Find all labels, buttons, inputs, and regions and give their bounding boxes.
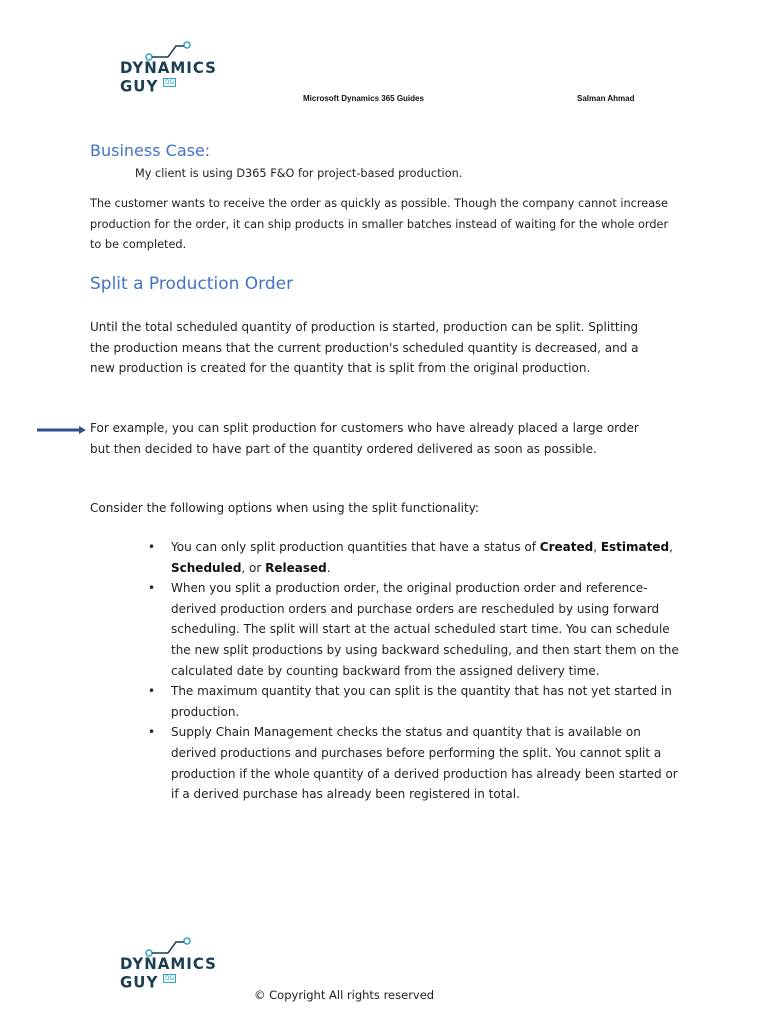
logo-sub: DG (165, 79, 175, 86)
bullet-text: When you split a production order, the original production order and reference-derived production orders and purchase orders are rescheduled by using forward scheduling. The split will start at the actual scheduled start time. You can schedule the new split productions by using backward scheduling, and then start them on the calculated date by counting backward from the assigned delivery time. (171, 581, 679, 678)
split-options-list (148, 537, 681, 805)
logo-text: DYNAMICS GUY (120, 58, 217, 96)
list-item (148, 537, 681, 578)
status-created: Created (539, 540, 594, 554)
footer-logo (90, 936, 255, 994)
header-logo (90, 40, 255, 98)
bullet-text: The maximum quantity that you can split is the quantity that has not yet started in production. (171, 684, 672, 719)
doc-title: Microsoft Dynamics 365 Guides (303, 94, 424, 103)
right-arrow-icon (37, 425, 87, 435)
bullet-text: Supply Chain Management checks the status and quantity that is available on derived productions and purchases before performing the split. You cannot split a production if the whole quantity of a derived production has already been started or if a derived purchase has already been registered in total. (171, 725, 678, 802)
split-heading: Split a Production Order (90, 274, 294, 294)
separator: , (669, 540, 673, 554)
split-para-3: Consider the following options when using the split functionality: (90, 501, 479, 515)
status-estimated: Estimated (600, 540, 670, 554)
copyright-text: © Copyright All rights reserved (254, 988, 435, 1002)
status-released: Released (265, 560, 327, 575)
list-item (148, 722, 681, 804)
separator: , (593, 540, 601, 554)
logo-sub: DG (165, 975, 175, 982)
separator: , or (241, 560, 266, 575)
split-para-2: For example, you can split production for customers who have already placed a large order but then decided to have part of the quantity ordered delivered as soon as possible. (90, 421, 639, 456)
bullet-glyph: • (148, 581, 156, 596)
logo-text: DYNAMICS GUY (120, 954, 217, 992)
period: . (326, 560, 331, 575)
list-item (148, 681, 681, 722)
business-case-heading: Business Case: (90, 141, 211, 160)
bullet-glyph: • (148, 725, 156, 740)
author-name: Salman Ahmad (577, 94, 635, 103)
split-para-1: Until the total scheduled quantity of production is started, production can be split. Splitting the production means that the current production's scheduled quantity is decreased, and a new production is created for the quantity that is split from the original production. (90, 320, 639, 375)
business-case-intro: My client is using D365 F&O for project-based production. (135, 167, 463, 180)
list-item (148, 578, 681, 681)
business-case-paragraph: The customer wants to receive the order as quickly as possible. Though the company cannot increase production for the order, it can ship products in smaller batches instead of waiting for the whole order to be completed. (90, 197, 669, 251)
bullet-text: You can only split production quantities that have a status of (171, 540, 540, 554)
bullet-glyph: • (148, 684, 156, 699)
bullet-glyph: • (148, 540, 156, 554)
status-scheduled: Scheduled (171, 560, 242, 575)
